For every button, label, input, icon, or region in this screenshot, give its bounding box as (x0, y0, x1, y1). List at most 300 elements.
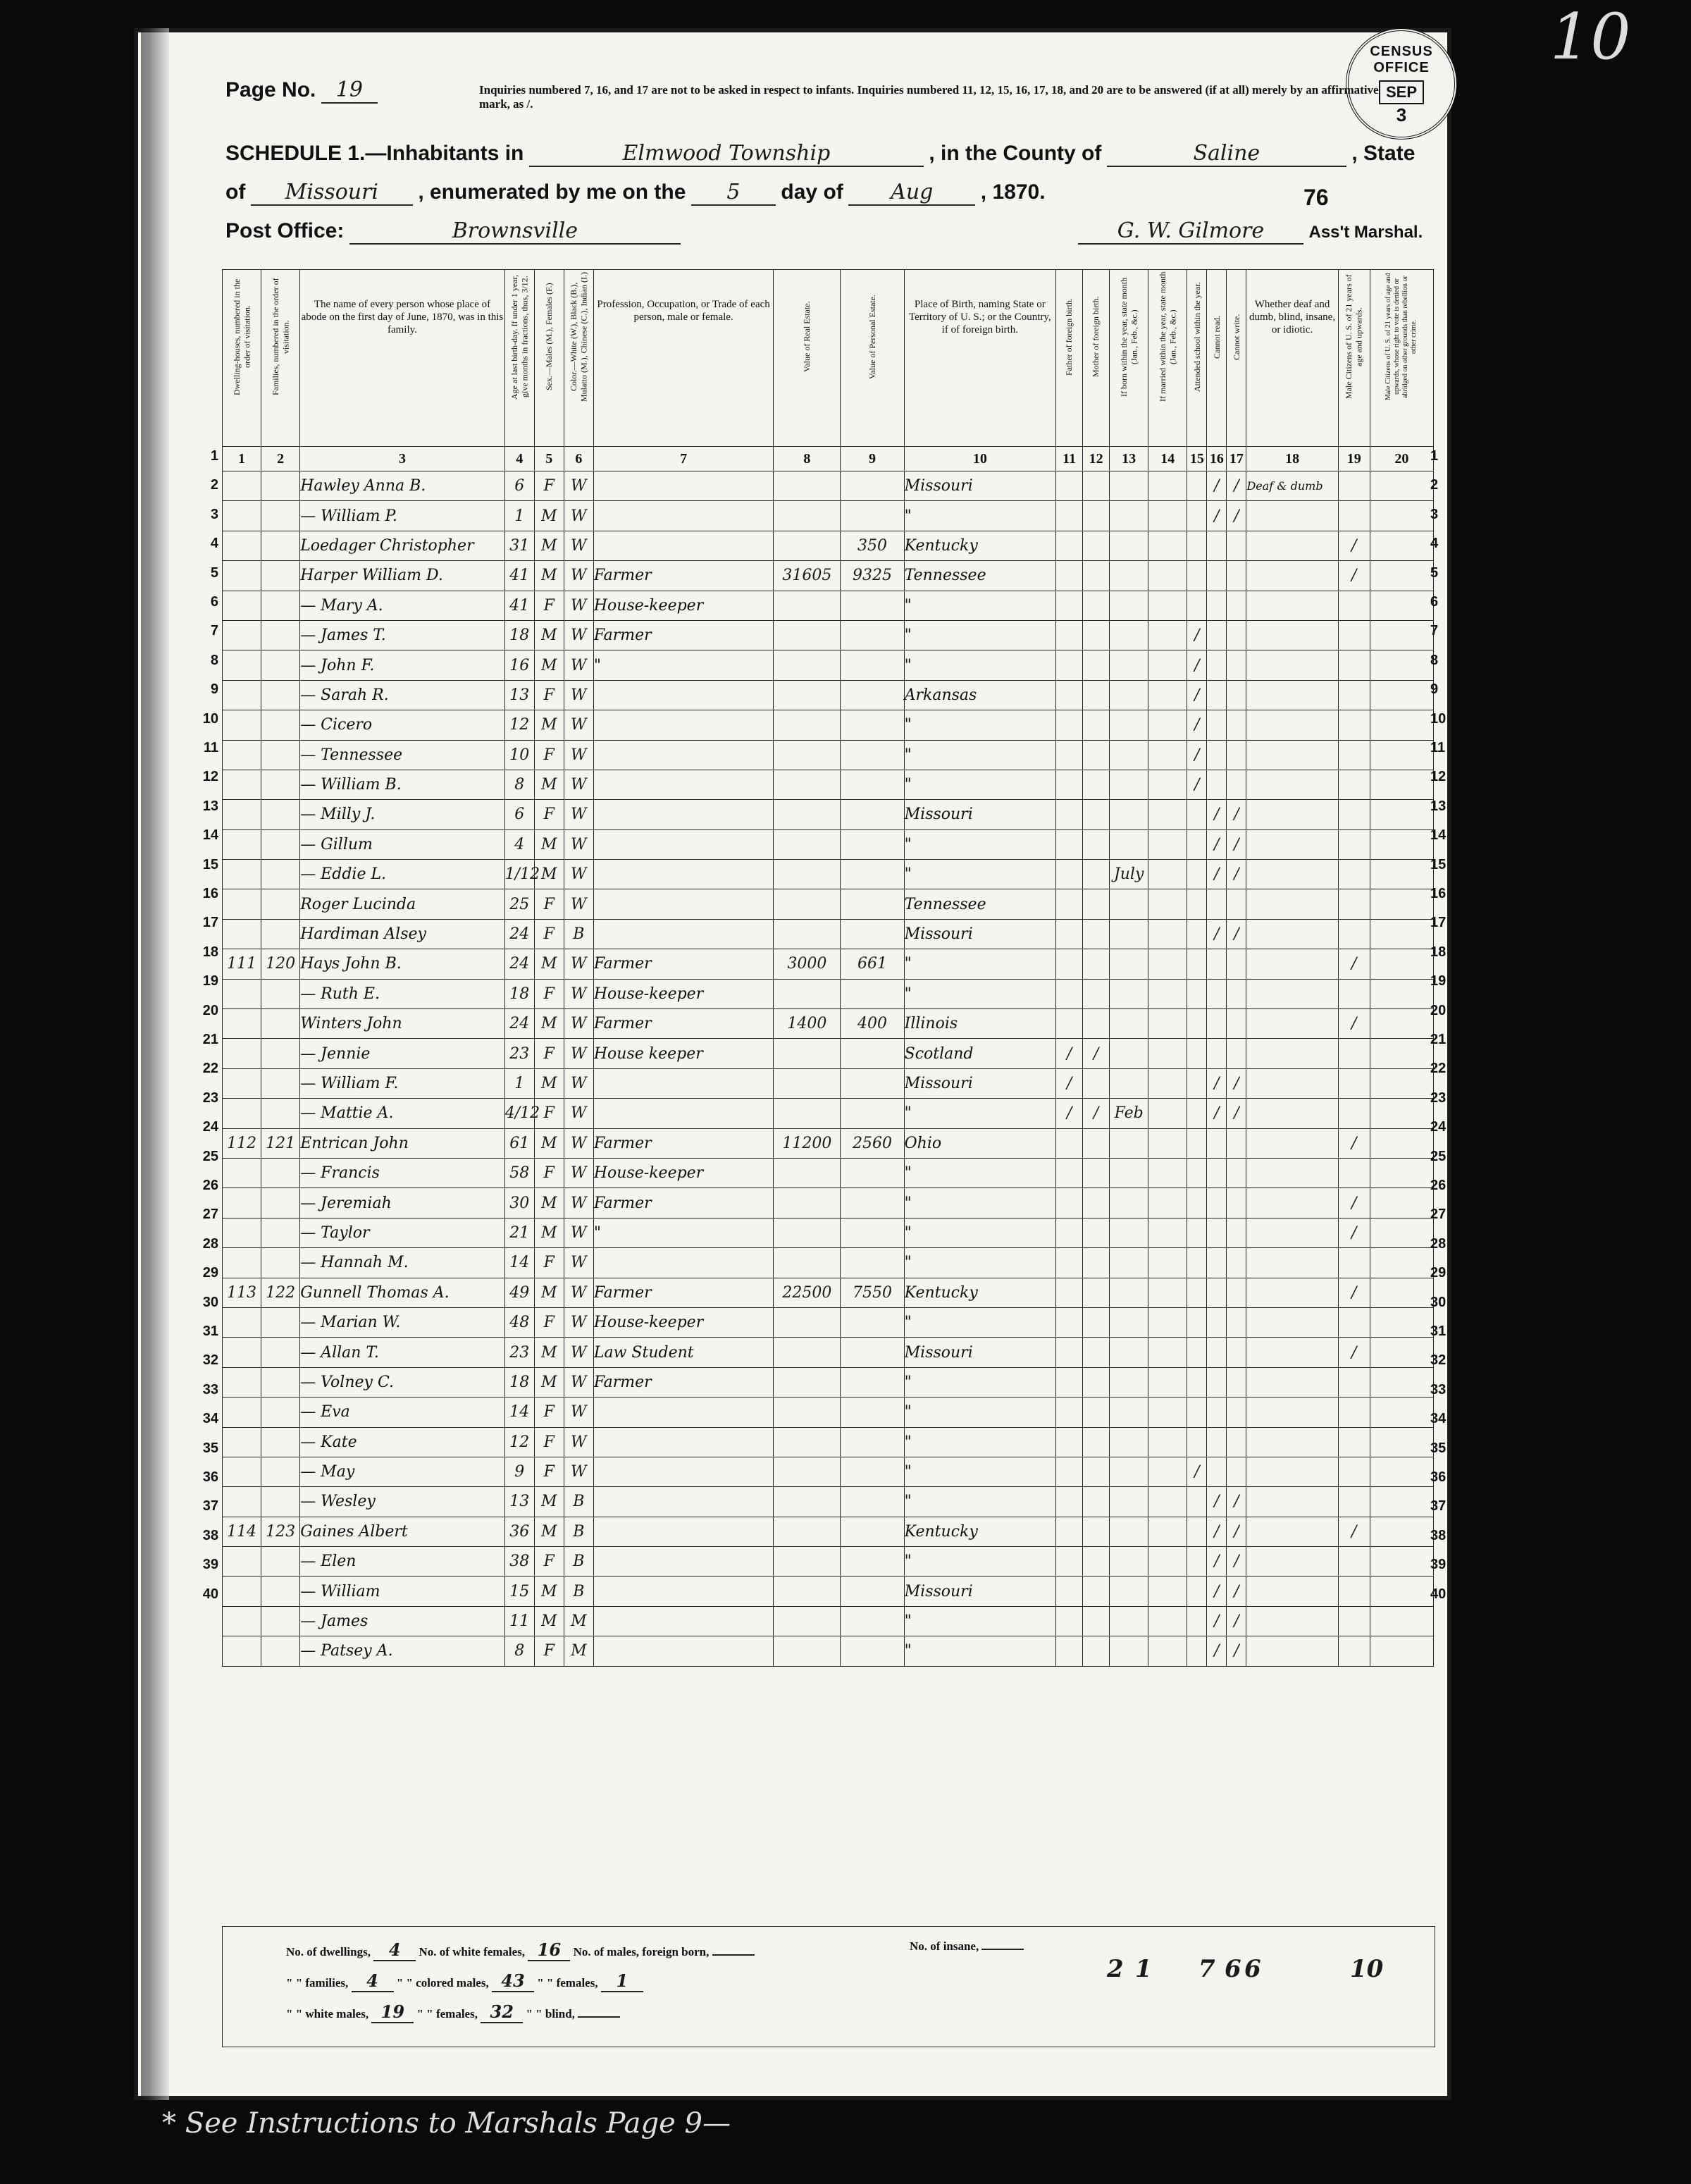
cell-c15 (1187, 829, 1207, 859)
cell-c19 (1338, 1398, 1370, 1427)
cell-fam (261, 770, 300, 799)
cell-c20 (1370, 1427, 1433, 1457)
cell-age: 1 (504, 1068, 534, 1098)
cell-c13 (1110, 1517, 1148, 1546)
cell-c19 (1338, 889, 1370, 919)
cell-sex: M (534, 501, 564, 531)
cell-name: — Francis (300, 1158, 505, 1187)
column-number: 10 (904, 447, 1055, 471)
cell-fam (261, 1547, 300, 1577)
line-number-right: 22 (1430, 1061, 1447, 1077)
cell-pe (841, 1427, 904, 1457)
cell-c15 (1187, 1248, 1207, 1278)
cell-birth: " (904, 1158, 1055, 1187)
cell-dw (223, 1099, 261, 1128)
cell-re: 11200 (774, 1128, 841, 1158)
cell-c11 (1056, 1398, 1083, 1427)
cell-c11 (1056, 1427, 1083, 1457)
cell-c13 (1110, 1547, 1148, 1577)
line-number-right: 35 (1430, 1440, 1447, 1456)
cell-c13 (1110, 591, 1148, 620)
cell-c14 (1148, 1427, 1187, 1457)
line-number-left: 6 (210, 594, 218, 610)
cell-c11: / (1056, 1068, 1083, 1098)
cell-re (774, 1099, 841, 1128)
cell-c20 (1370, 1606, 1433, 1636)
cell-c15 (1187, 889, 1207, 919)
cell-birth: " (904, 1218, 1055, 1247)
cell-age: 48 (504, 1307, 534, 1337)
county-label: , in the County of (929, 142, 1102, 165)
cell-c11 (1056, 829, 1083, 859)
cell-color: W (564, 1099, 593, 1128)
year-label: , 1870. (980, 180, 1046, 204)
cell-c20 (1370, 1158, 1433, 1187)
cell-c17 (1227, 979, 1246, 1008)
line-number-right: 4 (1430, 536, 1439, 552)
cell-age: 1/12 (504, 860, 534, 889)
column-number: 9 (841, 447, 904, 471)
cell-c17: / (1227, 1099, 1246, 1128)
cell-c14 (1148, 1307, 1187, 1337)
cell-c12 (1083, 979, 1110, 1008)
cell-occ (593, 1517, 773, 1546)
cell-c13 (1110, 1188, 1148, 1218)
cell-c17 (1227, 1039, 1246, 1068)
cell-pe (841, 1188, 904, 1218)
cell-c11 (1056, 1457, 1083, 1486)
cell-c20 (1370, 1278, 1433, 1307)
cell-c15 (1187, 1128, 1207, 1158)
cell-c15 (1187, 471, 1207, 501)
cell-dw (223, 1248, 261, 1278)
table-row (223, 1248, 1434, 1278)
cell-occ (593, 471, 773, 501)
cell-re (774, 1158, 841, 1187)
table-row (223, 591, 1434, 620)
cell-c14 (1148, 1577, 1187, 1606)
cell-c14 (1148, 1547, 1187, 1577)
cell-c14 (1148, 1218, 1187, 1247)
col5-header: Sex.—Males (M.), Females (F.) (544, 283, 555, 391)
cell-c13 (1110, 949, 1148, 979)
cell-c11 (1056, 1367, 1083, 1397)
cell-sex: F (534, 1398, 564, 1427)
cell-c19: / (1338, 561, 1370, 591)
cell-age: 4/12 (504, 1099, 534, 1128)
total-col12: 1 (1135, 1955, 1152, 1983)
cell-color: W (564, 1128, 593, 1158)
cell-c19 (1338, 620, 1370, 650)
cell-c16 (1207, 1307, 1227, 1337)
cell-color: B (564, 1547, 593, 1577)
cell-c11 (1056, 1128, 1083, 1158)
cell-c17 (1227, 1009, 1246, 1039)
cell-dw (223, 680, 261, 710)
cell-name: — Ruth E. (300, 979, 505, 1008)
line-number-right: 38 (1430, 1527, 1447, 1543)
corner-mark: 10 (1550, 0, 1631, 74)
cell-c11 (1056, 531, 1083, 560)
cell-birth: " (904, 591, 1055, 620)
cell-c14 (1148, 1068, 1187, 1098)
line-number-right: 23 (1430, 1090, 1447, 1106)
cell-pe: 7550 (841, 1278, 904, 1307)
cell-c14 (1148, 829, 1187, 859)
cell-birth: " (904, 620, 1055, 650)
cell-c13 (1110, 800, 1148, 829)
cell-c12 (1083, 889, 1110, 919)
foreign-females-label: " " females, (537, 1976, 598, 1989)
cell-dw (223, 1307, 261, 1337)
col3-header: The name of every person whose place of abode on the first day of June, 1870, was in this family. (300, 270, 505, 447)
cell-fam (261, 829, 300, 859)
cell-occ: Law Student (593, 1338, 773, 1367)
cell-c13 (1110, 1457, 1148, 1486)
white-males-value: 19 (371, 2001, 414, 2023)
line-number-right: 2 (1430, 477, 1439, 493)
cell-re (774, 501, 841, 531)
cell-c15: / (1187, 680, 1207, 710)
column-number-row (223, 447, 1434, 471)
line-number-left: 35 (202, 1440, 218, 1456)
cell-fam: 123 (261, 1517, 300, 1546)
cell-c19 (1338, 1158, 1370, 1187)
line-number-right: 6 (1430, 594, 1439, 610)
cell-pe (841, 979, 904, 1008)
col13-header: If born within the year, state month (Jan., Feb., &c.) (1118, 277, 1139, 397)
total-col11: 2 (1107, 1955, 1124, 1983)
cell-birth: Missouri (904, 471, 1055, 501)
page-number-right: 76 (1303, 185, 1329, 210)
cell-color: W (564, 620, 593, 650)
cell-dw (223, 1068, 261, 1098)
cell-age: 25 (504, 889, 534, 919)
cell-c17 (1227, 740, 1246, 770)
stamp-month: SEP (1379, 80, 1424, 104)
table-row (223, 1457, 1434, 1486)
cell-color: W (564, 1307, 593, 1337)
table-row (223, 1099, 1434, 1128)
line-number-left: 3 (210, 506, 218, 522)
cell-occ (593, 680, 773, 710)
cell-birth: Missouri (904, 800, 1055, 829)
cell-color: W (564, 800, 593, 829)
table-row (223, 1577, 1434, 1606)
cell-color: W (564, 591, 593, 620)
cell-c19 (1338, 1427, 1370, 1457)
cell-birth: " (904, 1636, 1055, 1666)
cell-c11 (1056, 680, 1083, 710)
table-row (223, 1606, 1434, 1636)
cell-c14 (1148, 1188, 1187, 1218)
cell-c12 (1083, 1487, 1110, 1517)
total-col19: 10 (1350, 1955, 1384, 1983)
cell-c14 (1148, 561, 1187, 591)
cell-name: — Elen (300, 1547, 505, 1577)
table-row (223, 1278, 1434, 1307)
line-number-left: 9 (210, 681, 218, 698)
line-number-left: 25 (202, 1148, 218, 1164)
cell-age: 15 (504, 1577, 534, 1606)
table-row (223, 800, 1434, 829)
cell-c11 (1056, 561, 1083, 591)
column-number: 5 (534, 447, 564, 471)
cell-c16 (1207, 1367, 1227, 1397)
cell-name: — Gillum (300, 829, 505, 859)
cell-birth: " (904, 770, 1055, 799)
cell-c19 (1338, 1367, 1370, 1397)
cell-c15: / (1187, 1457, 1207, 1486)
cell-re (774, 1039, 841, 1068)
cell-pe (841, 770, 904, 799)
cell-c20 (1370, 949, 1433, 979)
cell-name: — Kate (300, 1427, 505, 1457)
cell-c16 (1207, 949, 1227, 979)
cell-c19: / (1338, 1188, 1370, 1218)
cell-c17: / (1227, 829, 1246, 859)
cell-occ (593, 1577, 773, 1606)
cell-fam (261, 501, 300, 531)
cell-occ (593, 770, 773, 799)
cell-sex: M (534, 1606, 564, 1636)
line-number-left: 37 (202, 1498, 218, 1514)
col18-header: Whether deaf and dumb, blind, insane, or idiotic. (1246, 270, 1338, 447)
cell-dw (223, 1009, 261, 1039)
cell-pe (841, 1338, 904, 1367)
column-number: 8 (774, 447, 841, 471)
cell-pe (841, 1636, 904, 1666)
cell-occ (593, 1487, 773, 1517)
line-number-right: 3 (1430, 506, 1439, 522)
line-number-left: 19 (202, 973, 218, 989)
table-row (223, 531, 1434, 560)
cell-occ (593, 531, 773, 560)
cell-c19: / (1338, 949, 1370, 979)
cell-sex: M (534, 1188, 564, 1218)
cell-name: — William P. (300, 501, 505, 531)
cell-name: — William B. (300, 770, 505, 799)
line-number-right: 15 (1430, 856, 1447, 872)
cell-c19: / (1338, 1009, 1370, 1039)
cell-sex: F (534, 471, 564, 501)
cell-c17 (1227, 1188, 1246, 1218)
cell-c15 (1187, 1636, 1207, 1666)
cell-c18 (1246, 1636, 1338, 1666)
column-number: 18 (1246, 447, 1338, 471)
cell-c18 (1246, 1188, 1338, 1218)
cell-c13 (1110, 471, 1148, 501)
state-field: Missouri (251, 180, 413, 206)
line-number-right: 37 (1430, 1498, 1447, 1514)
cell-c15 (1187, 1338, 1207, 1367)
cell-c19 (1338, 829, 1370, 859)
cell-c12 (1083, 949, 1110, 979)
cell-birth: " (904, 1188, 1055, 1218)
cell-c18 (1246, 1128, 1338, 1158)
cell-sex: F (534, 919, 564, 949)
cell-name: — James (300, 1606, 505, 1636)
cell-dw (223, 1039, 261, 1068)
cell-birth: " (904, 740, 1055, 770)
cell-occ: House-keeper (593, 591, 773, 620)
cell-sex: F (534, 1039, 564, 1068)
line-number-left: 40 (202, 1586, 218, 1602)
cell-c19 (1338, 591, 1370, 620)
cell-re (774, 1367, 841, 1397)
cell-occ (593, 1636, 773, 1666)
cell-c13 (1110, 1218, 1148, 1247)
cell-c17 (1227, 710, 1246, 740)
cell-c12 (1083, 1338, 1110, 1367)
column-number: 4 (504, 447, 534, 471)
line-number-right: 11 (1430, 740, 1446, 755)
cell-c16 (1207, 1218, 1227, 1247)
cell-c13 (1110, 1278, 1148, 1307)
cell-c16 (1207, 620, 1227, 650)
cell-pe: 9325 (841, 561, 904, 591)
cell-c18 (1246, 1367, 1338, 1397)
cell-c19 (1338, 1636, 1370, 1666)
cell-c15 (1187, 1307, 1207, 1337)
cell-c14 (1148, 1457, 1187, 1486)
cell-color: W (564, 889, 593, 919)
cell-sex: M (534, 1517, 564, 1546)
cell-c13 (1110, 1307, 1148, 1337)
cell-fam: 122 (261, 1278, 300, 1307)
cell-name: — Sarah R. (300, 680, 505, 710)
cell-c11 (1056, 1278, 1083, 1307)
cell-c13 (1110, 680, 1148, 710)
cell-age: 6 (504, 800, 534, 829)
cell-name: — May (300, 1457, 505, 1486)
cell-c17 (1227, 591, 1246, 620)
cell-pe (841, 1248, 904, 1278)
cell-c18 (1246, 770, 1338, 799)
cell-pe (841, 471, 904, 501)
cell-name: — James T. (300, 620, 505, 650)
cell-c15 (1187, 1068, 1207, 1098)
cell-dw (223, 800, 261, 829)
cell-occ (593, 1606, 773, 1636)
cell-pe (841, 889, 904, 919)
line-number-left: 39 (202, 1557, 218, 1573)
cell-name: — William (300, 1577, 505, 1606)
cell-sex: M (534, 531, 564, 560)
cell-c13 (1110, 889, 1148, 919)
cell-sex: F (534, 1427, 564, 1457)
cell-dw: 113 (223, 1278, 261, 1307)
cell-occ (593, 889, 773, 919)
cell-c15 (1187, 860, 1207, 889)
cell-c12 (1083, 800, 1110, 829)
cell-c14 (1148, 1398, 1187, 1427)
cell-pe (841, 1606, 904, 1636)
cell-sex: F (534, 1547, 564, 1577)
line-number-right: 28 (1430, 1235, 1447, 1252)
cell-c15 (1187, 1577, 1207, 1606)
cell-c18 (1246, 1307, 1338, 1337)
cell-c14 (1148, 591, 1187, 620)
cell-color: W (564, 770, 593, 799)
cell-c17: / (1227, 501, 1246, 531)
cell-c16 (1207, 1338, 1227, 1367)
cell-c17: / (1227, 1577, 1246, 1606)
cell-color: W (564, 949, 593, 979)
cell-c18 (1246, 710, 1338, 740)
cell-c15 (1187, 1099, 1207, 1128)
cell-occ: Farmer (593, 620, 773, 650)
line-number-left: 7 (210, 623, 218, 639)
cell-c20 (1370, 501, 1433, 531)
cell-fam (261, 1068, 300, 1098)
line-number-right: 12 (1430, 769, 1447, 785)
cell-c18 (1246, 1158, 1338, 1187)
table-row (223, 501, 1434, 531)
cell-c20 (1370, 1039, 1433, 1068)
cell-pe (841, 1307, 904, 1337)
cell-fam (261, 860, 300, 889)
table-row (223, 1517, 1434, 1546)
insane-label: No. of insane, (910, 1939, 979, 1953)
cell-c15 (1187, 800, 1207, 829)
cell-dw (223, 471, 261, 501)
cell-c13 (1110, 1487, 1148, 1517)
cell-c20 (1370, 1218, 1433, 1247)
cell-fam (261, 889, 300, 919)
cell-c16 (1207, 531, 1227, 560)
page-number: 19 (321, 78, 378, 104)
cell-c17 (1227, 770, 1246, 799)
cell-name: Harper William D. (300, 561, 505, 591)
cell-age: 16 (504, 650, 534, 680)
cell-c12: / (1083, 1099, 1110, 1128)
line-number-right: 30 (1430, 1294, 1447, 1310)
cell-re (774, 1398, 841, 1427)
cell-c18 (1246, 1099, 1338, 1128)
table-row (223, 1636, 1434, 1666)
cell-c17: / (1227, 1487, 1246, 1517)
line-number-right: 20 (1430, 1002, 1447, 1018)
cell-c20 (1370, 620, 1433, 650)
line-number-left: 38 (202, 1527, 218, 1543)
cell-name: — Hannah M. (300, 1248, 505, 1278)
cell-pe (841, 1367, 904, 1397)
cell-c16 (1207, 680, 1227, 710)
cell-c17 (1227, 1158, 1246, 1187)
cell-color: W (564, 1398, 593, 1427)
post-office-label: Post Office: (225, 219, 345, 242)
col4-header: Age at last birth-day. If under 1 year, give months in fractions, thus, 3/12. (509, 274, 530, 400)
cell-color: W (564, 1218, 593, 1247)
cell-c13: Feb (1110, 1099, 1148, 1128)
line-number-left: 32 (202, 1352, 218, 1369)
cell-name: — Mattie A. (300, 1099, 505, 1128)
line-number-left: 18 (202, 944, 218, 960)
cell-c12 (1083, 740, 1110, 770)
line-number-right: 17 (1430, 915, 1447, 931)
cell-age: 30 (504, 1188, 534, 1218)
cell-c11 (1056, 800, 1083, 829)
line-number-right: 10 (1430, 710, 1447, 727)
col17-header: Cannot write. (1231, 314, 1241, 360)
cell-c16 (1207, 1278, 1227, 1307)
cell-c17 (1227, 1398, 1246, 1427)
line-number-left: 34 (202, 1411, 218, 1427)
cell-c19 (1338, 860, 1370, 889)
totals-line-1 (286, 1939, 755, 1961)
cell-fam (261, 531, 300, 560)
